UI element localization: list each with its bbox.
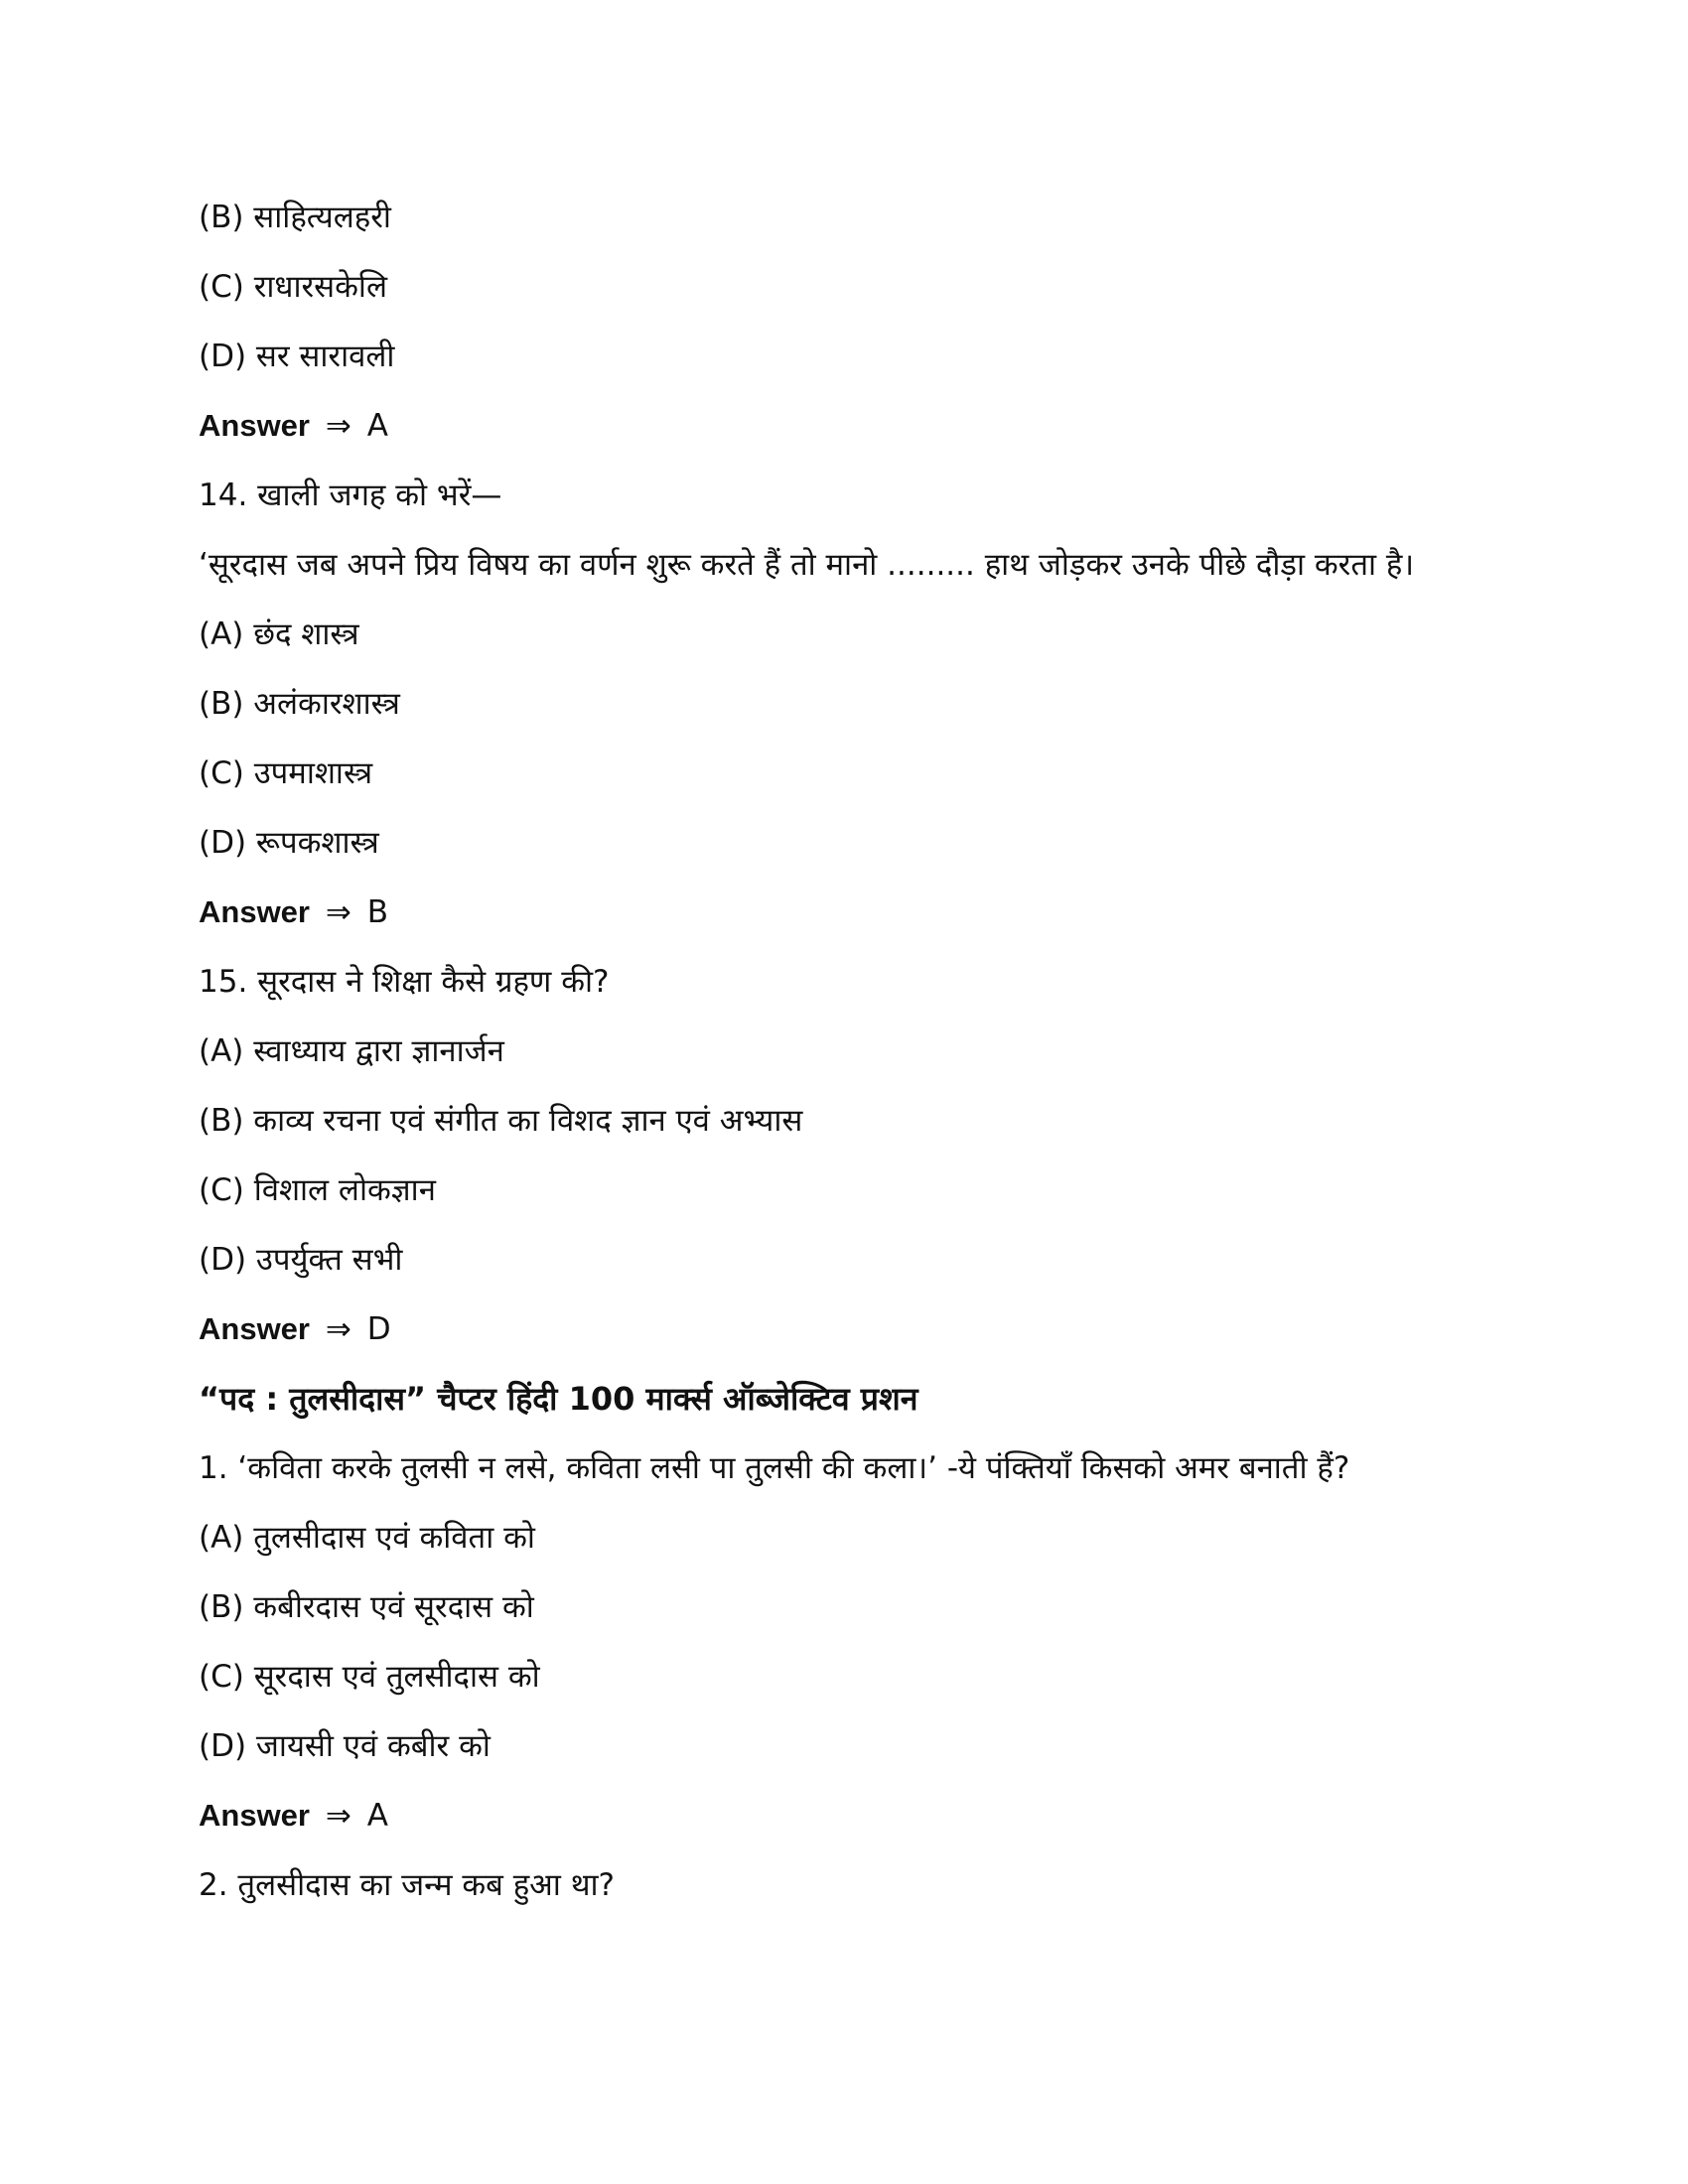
question-2: 2. तुलसीदास का जन्म कब हुआ था? [199,1867,615,1903]
answer-label: Answer [199,1311,310,1346]
answer-label: Answer [199,1798,310,1833]
arrow-icon: ⇒ [325,1798,352,1834]
answer-value: A [366,408,388,444]
answer-label: Answer [199,408,310,443]
option-1-a: (A) तुलसीदास एवं कविता को [199,1520,535,1556]
option-13-d: (D) सर सारावली [199,339,395,374]
question-14: 14. खाली जगह को भरें— [199,478,502,513]
answer-value: A [366,1798,388,1834]
answer-13 [199,403,1519,449]
option-1-c: (C) सूरदास एवं तुलसीदास को [199,1659,540,1695]
option-13-c: (C) राधारसकेलि [199,269,387,305]
question-15: 15. सूरदास ने शिक्षा कैसे ग्रहण की? [199,964,610,1000]
option-1-b: (B) कबीरदास एवं सूरदास को [199,1589,534,1625]
option-15-a: (A) स्वाध्याय द्वारा ज्ञानार्जन [199,1033,504,1069]
option-15-b: (B) काव्य रचना एवं संगीत का विशद ज्ञान एवं अभ्यास [199,1103,803,1139]
arrow-icon: ⇒ [325,894,352,930]
document-page [199,195,1519,1932]
answer-1 [199,1793,1519,1839]
option-14-c: (C) उपमाशास्त्र [199,755,373,791]
answer-14 [199,889,1519,935]
answer-value: D [366,1311,391,1347]
answer-value: B [366,894,388,930]
option-15-d: (D) उपर्युक्त सभी [199,1242,403,1278]
option-13-b: (B) साहित्यलहरी [199,200,391,235]
option-14-b: (B) अलंकारशास्त्र [199,686,400,722]
option-14-a: (A) छंद शास्त्र [199,616,359,652]
arrow-icon: ⇒ [325,408,352,444]
answer-15 [199,1306,1519,1352]
option-14-d: (D) रूपकशास्त्र [199,825,379,861]
arrow-icon: ⇒ [325,1311,352,1347]
section-heading: “पद : तुलसीदास” चैप्टर हिंदी 100 मार्क्स ऑब्जेक्टिव प्रशन [199,1380,918,1418]
question-1: 1. ‘कविता करके तुलसी न लसे, कविता लसी पा तुलसी की कला।’ -ये पंक्तियाँ किसको अमर बनाती हैं? [199,1450,1350,1486]
option-1-d: (D) जायसी एवं कबीर को [199,1728,491,1764]
question-14-statement: ‘सूरदास जब अपने प्रिय विषय का वर्णन शुरू करते हैं तो मानो ......... हाथ जोड़कर उनके पीछे दौड़ा करता है। [199,547,1415,583]
answer-label: Answer [199,894,310,929]
option-15-c: (C) विशाल लोकज्ञान [199,1172,436,1208]
